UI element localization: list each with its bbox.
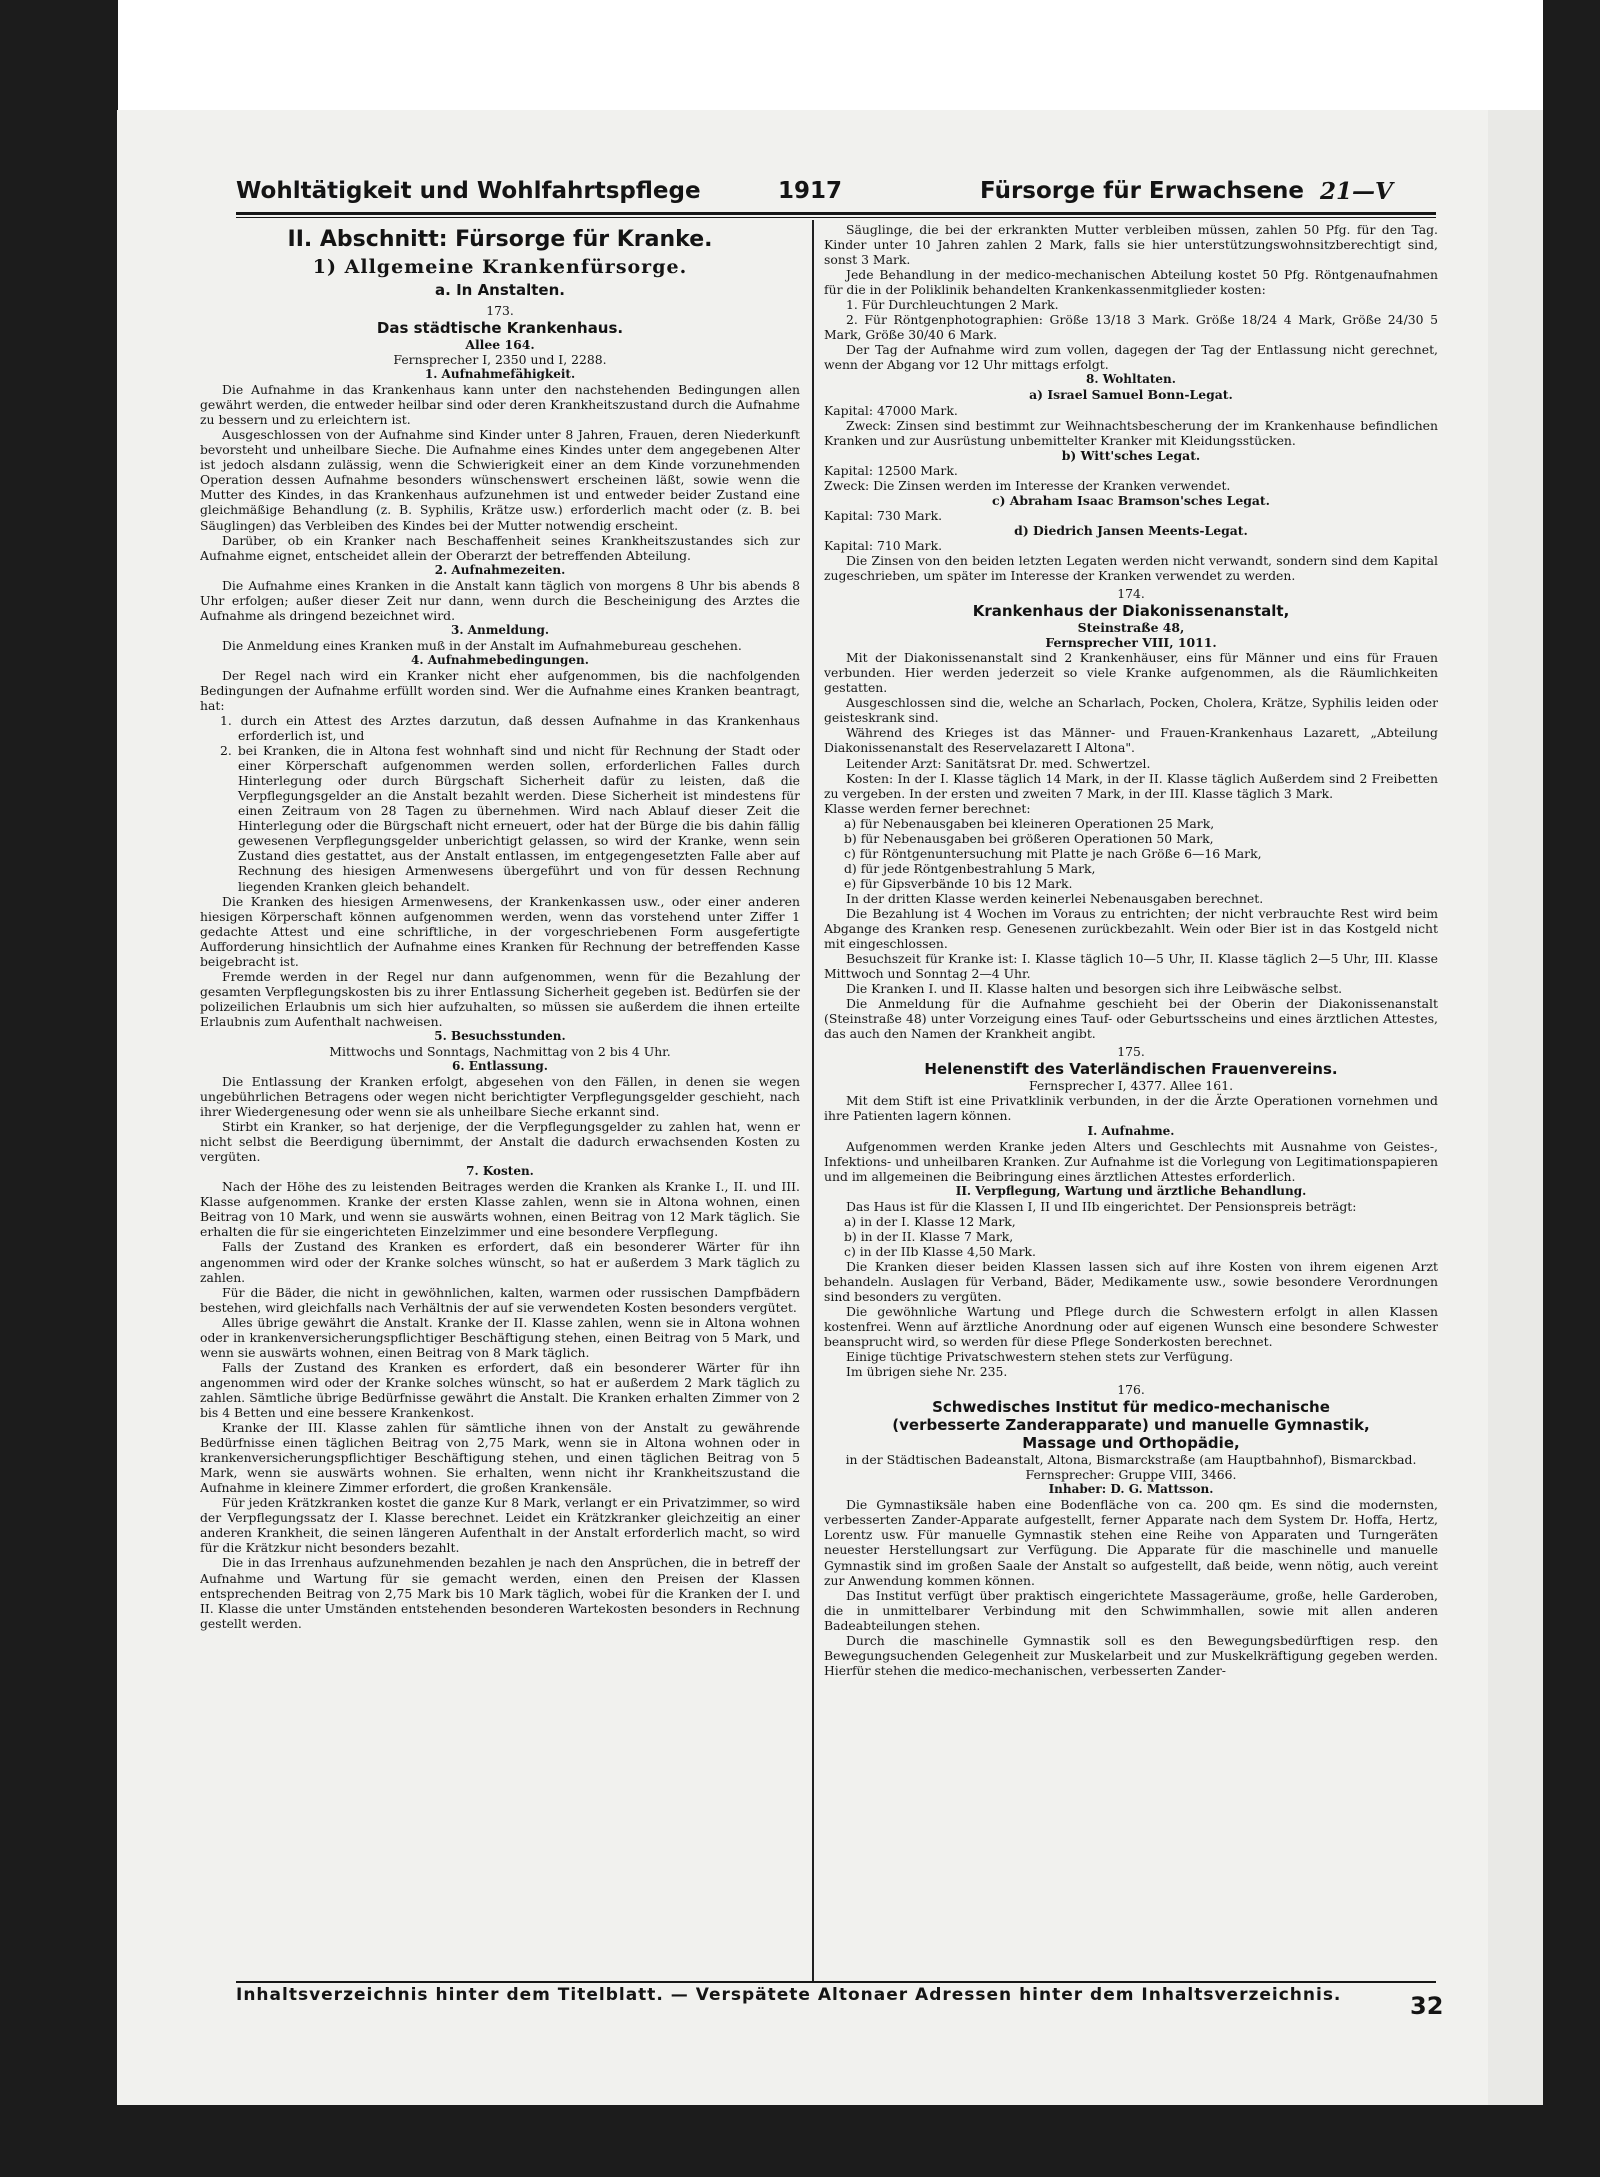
paragraph: Besuchszeit für Kranke ist: I. Klasse täglich 10—5 Uhr, II. Klasse täglich 2—5 Uhr, III. Klasse Mittwoch und Sonntag 2—4 Uhr. bbox=[824, 951, 1438, 982]
paragraph-heading: I. Aufnahme. bbox=[1087, 1123, 1175, 1138]
entry-number-174: 174. bbox=[1117, 586, 1145, 602]
paragraph: Klasse werden ferner berechnet: bbox=[824, 800, 1031, 816]
running-head-year: 1917 bbox=[778, 178, 843, 204]
paragraph: Mit dem Stift ist eine Privatklinik verbunden, in der die Ärzte Operationen vornehmen und ihre Patienten lagern können. bbox=[824, 1093, 1438, 1124]
paragraph: Durch die maschinelle Gymnastik soll es den Bewegungsbedürftigen resp. den Bewegungsuchenden Gelegenheit zur Muskelarbeit und zur Muskelkräftigung gegeben werden. Hierfür stehen die medico-mechanischen, verbesserten Zander- bbox=[824, 1632, 1438, 1678]
paragraph: Mit der Diakonissenanstalt sind 2 Krankenhäuser, eins für Männer und eins für Frauen verbunden. Hier werden jederzeit so viele Kranke aufgenommen, als die Räumlichkeiten gestatten. bbox=[824, 650, 1438, 696]
paragraph: Das Institut verfügt über praktisch eingerichtete Massageräume, große, helle Garderoben, die in unmittelbarer Verbindung mit den Schwimmhallen, sowie mit allen anderen Badeabteilungen stehen. bbox=[824, 1587, 1438, 1633]
paragraph: Einige tüchtige Privatschwestern stehen stets zur Verfügung. bbox=[846, 1349, 1234, 1365]
paragraph: Kosten: In der I. Klasse täglich 14 Mark, in der II. Klasse täglich Außerdem sind 2 Freibetten zu vergeben. In der ersten und zweiten 7 Mark, in der III. Klasse täglich 3 Mark. bbox=[824, 770, 1438, 801]
list-item: c) in der IIb Klasse 4,50 Mark. bbox=[844, 1243, 1036, 1259]
paragraph: Die Gymnastiksäle haben eine Bodenfläche von ca. 200 qm. Es sind die modernsten, verbesserten Zander-Apparate aufgestellt, ferner Apparate nach dem System Dr. Hoffa, Hertz, Lorentz usw. Für manuelle Gymnastik stehen eine Reihe von Apparaten und Turngeräten neuester Herstellungsart zur Verfügung. Die Apparate für die maschinelle und manuelle Gymnastik sind im großen Saale der Anstalt so aufgestellt, daß beide, wenn nötig, auch vereint zur Anwendung kommen können. bbox=[824, 1497, 1438, 1588]
paragraph: Kapital: 730 Mark. bbox=[824, 507, 943, 523]
paragraph: Die Anmeldung für die Aufnahme geschieht bei der Oberin der Diakonissenanstalt (Steinstraße 48) unter Vorzeigung eines Tauf- oder Geburtsscheins und eines ärztlichen Attestes, das auch den Namen der Krankheit angibt. bbox=[824, 996, 1438, 1042]
legacy-title: a) Israel Samuel Bonn-Legat. bbox=[1029, 387, 1233, 403]
paragraph: Falls der Zustand des Kranken es erfordert, daß ein besonderer Wärter für ihn angenommen wird oder der Kranke solches wünscht, so hat er außerdem 2 Mark täglich zu zahlen. Sämtliche übrige Bedürfnisse gewährt die Anstalt. Die Kranken erhalten Zimmer von 2 bis 4 Betten und eine bessere Krankenkost. bbox=[200, 1359, 800, 1420]
list-item: b) für Nebenausgaben bei größeren Operationen 50 Mark, bbox=[844, 830, 1214, 846]
paragraph: Kranke der III. Klasse zahlen für sämtliche ihnen von der Anstalt zu gewährende Bedürfnisse einen täglichen Beitrag von 2,75 Mark, wenn sie in Altona wohnen oder in krankenversicherungspflichtiger Beschäftigung stehen, und einen täglichen Beitrag von 5 Mark, wenn sie auswärts wohnen. Sie erhalten, wenn nicht ihr Krankheitszustand die Aufnahme in kleinere Zimmer erfordert, die großen Krankensäle. bbox=[200, 1420, 800, 1496]
entry-address-176: in der Städtischen Badeanstalt, Altona, Bismarckstraße (am Hauptbahnhof), Bismarckbad. Fernsprecher: Gruppe VIII, 3466. bbox=[845, 1452, 1417, 1483]
paragraph-heading: 8. Wohltaten. bbox=[1086, 372, 1176, 387]
subsection-title: 1) Allgemeine Krankenfürsorge. bbox=[312, 256, 688, 278]
legacy-title: d) Diedrich Jansen Meents-Legat. bbox=[1014, 522, 1248, 538]
list-item: 2. bei Kranken, die in Altona fest wohnhaft sind und nicht für Rechnung der Stadt oder einer Körperschaft aufgenommen werden sollen, erforderlichen Falles durch Hinterlegung oder durch Bürgschaft Sicherheit dafür zu leisten, daß die Verpflegungsgelder an die Anstalt bezahlt werden. Diese Sicherheit ist mindestens für einen Zeitraum von 28 Tagen zu übernehmen. Wird nach Ablauf dieser Zeit die Hinterlegung oder die Bürgschaft nicht erneuert, oder hat der Bürge die bis dahin fällig gewesenen Verpflegungsgelder unberichtigt gelassen, so wird der Kranke, wenn sein Zustand dies gestattet, aus der Anstalt entlassen, im entgegengesetzten Falle aber auf Rechnung des hiesigen Armenwesens übergeführt und von für dessen Rechnung liegenden Kranken gleich behandelt. bbox=[220, 743, 800, 894]
left-column bbox=[200, 222, 800, 1982]
entry-name-173: Das städtische Krankenhaus. bbox=[376, 319, 624, 337]
paragraph: Jede Behandlung in der medico-mechanischen Abteilung kostet 50 Pfg. Röntgenaufnahmen für die in der Poliklinik behandelten Krankenkassenmitglieder kosten: bbox=[824, 267, 1438, 298]
paragraph: Zweck: Die Zinsen werden im Interesse der Kranken verwendet. bbox=[824, 477, 1231, 493]
paragraph: Die Kranken des hiesigen Armenwesens, der Krankenkassen usw., oder einer anderen hiesigen Körperschaft können aufgenommen werden, wenn das vorstehend unter Ziffer 1 gedachte Attest und eine schriftliche, in der vorgeschriebenen Form ausgefertigte Aufforderung hinsichtlich der Aufnahme eines Kranken für Rechnung der betreffenden Kasse beigebracht ist. bbox=[200, 893, 800, 969]
paragraph-heading: II. Verpflegung, Wartung und ärztliche Behandlung. bbox=[955, 1183, 1307, 1198]
entry-address-173: Allee 164. bbox=[465, 337, 535, 352]
paragraph: Kapital: 47000 Mark. bbox=[824, 402, 958, 418]
paragraph-heading: 2. Aufnahmezeiten. bbox=[434, 562, 566, 577]
paragraph: Mittwochs und Sonntags, Nachmittag von 2 bis 4 Uhr. bbox=[329, 1043, 671, 1059]
paragraph: Leitender Arzt: Sanitätsrat Dr. med. Schwertzel. bbox=[846, 755, 1151, 771]
entry-phone-173: Fernsprecher I, 2350 und I, 2288. bbox=[393, 352, 607, 368]
cost-list bbox=[824, 816, 1438, 891]
paragraph-heading: 4. Aufnahmebedingungen. bbox=[411, 652, 589, 667]
list-item: a) für Nebenausgaben bei kleineren Operationen 25 Mark, bbox=[844, 815, 1215, 831]
entry-phone-175: Fernsprecher I, 4377. Allee 161. bbox=[1028, 1078, 1234, 1094]
scan-right-margin bbox=[1488, 110, 1543, 2105]
paragraph: Die Kranken I. und II. Klasse halten und besorgen sich ihre Leibwäsche selbst. bbox=[846, 981, 1343, 997]
footer-rule bbox=[236, 1981, 1436, 1983]
running-head-right: Fürsorge für Erwachsene bbox=[980, 178, 1305, 204]
paragraph: Darüber, ob ein Kranker nach Beschaffenheit seines Krankheitszustandes sich zur Aufnahme eignet, entscheidet allein der Oberarzt der betreffenden Abteilung. bbox=[200, 532, 800, 563]
entry-phone-174: Fernsprecher VIII, 1011. bbox=[1045, 635, 1217, 651]
paragraph: Zweck: Zinsen sind bestimmt zur Weihnachtsbescherung der im Krankenhause befindlichen Kranken und zur Ausrüstung unbemittelter Kranker mit Kleidungsstücken. bbox=[824, 417, 1438, 448]
paragraph: Für jeden Krätzkranken kostet die ganze Kur 8 Mark, verlangt er ein Privatzimmer, so wird der Verpflegungssatz der I. Klasse berechnet. Leidet ein Krätzkranker gleichzeitig an einer anderen Krankheit, die seinen längeren Aufenthalt in der Anstalt erforderlich macht, so wird für die Krätzkur nicht besonders bezahlt. bbox=[200, 1495, 800, 1556]
paragraph: 2. Für Röntgenphotographien: Größe 13/18 3 Mark. Größe 18/24 4 Mark, Größe 24/30 5 Mark, Größe 30/40 6 Mark. bbox=[824, 312, 1438, 343]
paragraph: Säuglinge, die bei der erkrankten Mutter verbleiben müssen, zahlen 50 Pfg. für den Tag. Kinder unter 10 Jahren zahlen 2 Mark, falls sie hier unterstützungswohnsitzberechtigt sind, sonst 3 Mark. bbox=[824, 222, 1438, 268]
paragraph: Während des Krieges ist das Männer- und Frauen-Krankenhaus Lazarett, „Abteilung Diakonissenanstalt des Reservelazarett I Altona". bbox=[824, 725, 1438, 756]
paragraph: Stirbt ein Kranker, so hat derjenige, der die Verpflegungsgelder zu zahlen hat, wenn er nicht selbst die Beerdigung übernimmt, der Anstalt die dadurch erwachsenden Kosten zu vergüten. bbox=[200, 1119, 800, 1165]
paragraph: Die Anmeldung eines Kranken muß in der Anstalt im Aufnahmebureau geschehen. bbox=[222, 637, 742, 653]
list-item: 1. durch ein Attest des Arztes darzutun, daß dessen Aufnahme in das Krankenhaus erforderlich ist, und bbox=[220, 712, 800, 744]
paragraph-heading: 7. Kosten. bbox=[466, 1164, 534, 1179]
paragraph: Im übrigen siehe Nr. 235. bbox=[846, 1364, 1008, 1380]
running-head-folio: 21—V bbox=[1320, 178, 1393, 205]
list-item: a) in der I. Klasse 12 Mark, bbox=[844, 1213, 1016, 1229]
paragraph: Der Tag der Aufnahme wird zum vollen, dagegen der Tag der Entlassung nicht gerechnet, wenn der Abgang vor 12 Uhr mittags erfolgt. bbox=[824, 342, 1438, 373]
paragraph: Aufgenommen werden Kranke jeden Alters und Geschlechts mit Ausnahme von Geistes-, Infektions- und unheilbaren Kranken. Zur Aufnahme ist die Vorlegung von Legitimationspapieren und im allgemeinen die Beibringung eines ärztlichen Attestes erforderlich. bbox=[824, 1138, 1438, 1184]
paragraph: Nach der Höhe des zu leistenden Beitrages werden die Kranken als Kranke I., II. und III. Klasse aufgenommen. Kranke der ersten Klasse zahlen, wenn sie in Altona wohnen, einen Beitrag von 10 Mark, und wenn sie auswärts wohnen, einen Beitrag von 12 Mark täglich. Sie erhalten die für sie eingerichteten Einzelzimmer und eine besondere Verpflegung. bbox=[200, 1179, 800, 1240]
paragraph: Falls der Zustand des Kranken es erfordert, daß ein besonderer Wärter für ihn angenommen wird oder der Kranke solches wünscht, so hat er außerdem 3 Mark täglich zu zahlen. bbox=[200, 1239, 800, 1285]
header-rule-thin bbox=[236, 217, 1436, 218]
running-head-left: Wohltätigkeit und Wohlfahrtspflege bbox=[236, 178, 701, 204]
paragraph-heading: 6. Entlassung. bbox=[452, 1059, 548, 1074]
entry-name-176: Schwedisches Institut für medico-mechanische bbox=[932, 1398, 1330, 1417]
list-item: c) für Röntgenuntersuchung mit Platte je nach Größe 6—16 Mark, bbox=[844, 845, 1262, 861]
paragraph: Kapital: 710 Mark. bbox=[824, 537, 943, 553]
conditions-list bbox=[200, 713, 800, 894]
entry-name-176-line3: Massage und Orthopädie, bbox=[1022, 1434, 1240, 1453]
paragraph: Die gewöhnliche Wartung und Pflege durch die Schwestern erfolgt in allen Klassen kostenfrei. Wenn auf ärztliche Anordnung oder auf eigenen Wunsch eine besondere Schwester beansprucht wird, so werden für diese Pflege Sonderkosten berechnet. bbox=[824, 1304, 1438, 1350]
subsubsection-title: a. In Anstalten. bbox=[435, 281, 565, 299]
list-item: e) für Gipsverbände 10 bis 12 Mark. bbox=[844, 875, 1073, 891]
list-item: b) in der II. Klasse 7 Mark, bbox=[844, 1228, 1014, 1244]
page-number: 32 bbox=[1410, 1992, 1444, 2020]
paragraph: Alles übrige gewährt die Anstalt. Kranke der II. Klasse zahlen, wenn sie in Altona wohnen oder in krankenversicherungspflichtiger Beschäftigung stehen, einen Beitrag von 5 Mark, und wenn sie auswärts wohnen, einen Beitrag von 8 Mark täglich. bbox=[200, 1314, 800, 1360]
list-item: d) für jede Röntgenbestrahlung 5 Mark, bbox=[844, 860, 1096, 876]
entry-owner-176: Inhaber: D. G. Mattsson. bbox=[1048, 1482, 1214, 1497]
paragraph: Die Entlassung der Kranken erfolgt, abgesehen von den Fällen, in denen sie wegen ungebührlichen Betragens oder wegen nicht berichtigter Verpflegungsgelder geschieht, nach ihrer Wiedergenesung oder wenn sie als unheilbare Sieche erkannt sind. bbox=[200, 1074, 800, 1120]
legacy-title: c) Abraham Isaac Bramson'sches Legat. bbox=[992, 492, 1270, 508]
paragraph: Der Regel nach wird ein Kranker nicht eher aufgenommen, bis die nachfolgenden Bedingungen der Aufnahme erfüllt worden sind. Wer die Aufnahme eines Kranken beantragt, hat: bbox=[200, 667, 800, 713]
paragraph: Für die Bäder, die nicht in gewöhnlichen, kalten, warmen oder russischen Dampfbädern bestehen, wird gleichfalls nach Verhältnis der auf sie verwendeten Kosten besonders vergütet. bbox=[200, 1284, 800, 1315]
right-column bbox=[824, 222, 1438, 1982]
entry-number-176: 176. bbox=[1117, 1382, 1145, 1398]
paragraph: Ausgeschlossen von der Aufnahme sind Kinder unter 8 Jahren, Frauen, deren Niederkunft bevorsteht und unheilbare Sieche. Die Aufnahme eines Kindes unter dem angegebenen Alter ist jedoch alsdann zulässig, wenn die Schwierigkeit einer an dem Kinde vorzunehmenden Operation dessen Aufnahme besonders wünschenswert erscheinen läßt, sowie wenn die Mutter des Kindes, in das Krankenhaus aufzunehmen ist und entweder beider Zustand eine gleichmäßige Behandlung (z. B. Syphilis, Krätze usw.) erforderlich macht oder (z. B. bei Säuglingen) das Verbleiben des Kindes bei der Mutter notwendig erscheint. bbox=[200, 427, 800, 533]
entry-name-175: Helenenstift des Vaterländischen Frauenvereins. bbox=[924, 1060, 1338, 1079]
entry-name-176-line2: (verbesserte Zanderapparate) und manuelle Gymnastik, bbox=[892, 1416, 1370, 1435]
paragraph-heading: 1. Aufnahmefähigkeit. bbox=[424, 367, 576, 382]
entry-number-173: 173. bbox=[486, 303, 514, 318]
paragraph-heading: 5. Besuchsstunden. bbox=[434, 1028, 566, 1043]
paragraph-heading: 3. Anmeldung. bbox=[450, 622, 550, 637]
paragraph: Die Aufnahme in das Krankenhaus kann unter den nachstehenden Bedingungen allen gewährt werden, die entweder heilbar sind oder deren Krankheitszustand durch die Aufnahme zu bessern und zu erleichtern ist. bbox=[200, 382, 800, 428]
entry-name-174: Krankenhaus der Diakonissenanstalt, bbox=[972, 602, 1290, 621]
paragraph: Die in das Irrenhaus aufzunehmenden bezahlen je nach den Ansprüchen, die in betreff der Aufnahme und Wartung für sie gemacht werden, einen den Preisen der Klassen entsprechenden Beitrag von 2,75 Mark bis 10 Mark täglich, wobei für die Kranken der I. und II. Klasse die unter Umständen entstehenden besonderen Wartekosten besonders in Rechnung gestellt werden. bbox=[200, 1555, 800, 1631]
column-divider bbox=[812, 220, 814, 1982]
footer-note: Inhaltsverzeichnis hinter dem Titelblatt. — Verspätete Altonaer Adressen hinter dem Inhaltsverzeichnis. bbox=[236, 1985, 1342, 2005]
paragraph: 1. Für Durchleuchtungen 2 Mark. bbox=[846, 297, 1059, 313]
legacy-title: b) Witt'sches Legat. bbox=[1061, 447, 1201, 463]
paragraph: In der dritten Klasse werden keinerlei Nebenausgaben berechnet. bbox=[846, 890, 1264, 906]
price-list bbox=[824, 1214, 1438, 1259]
paragraph: Ausgeschlossen sind die, welche an Scharlach, Pocken, Cholera, Krätze, Syphilis leiden oder geisteskrank sind. bbox=[824, 695, 1438, 726]
scan-top-margin bbox=[118, 0, 1543, 122]
entry-number-175: 175. bbox=[1117, 1044, 1145, 1060]
paragraph: Die Aufnahme eines Kranken in die Anstalt kann täglich von morgens 8 Uhr bis abends 8 Uhr erfolgen; außer dieser Zeit nur dann, wenn durch die Bescheinigung des Arztes die Aufnahme als dringend bezeichnet wird. bbox=[200, 577, 800, 623]
paragraph: Die Bezahlung ist 4 Wochen im Voraus zu entrichten; der nicht verbrauchte Rest wird beim Abgange des Kranken resp. Genesenen zurückbezahlt. Wein oder Bier ist in das Kostgeld nicht mit eingeschlossen. bbox=[824, 905, 1438, 952]
entry-address-174: Steinstraße 48, bbox=[1077, 620, 1185, 636]
paragraph: Die Zinsen von den beiden letzten Legaten werden nicht verwandt, sondern sind dem Kapital zugeschrieben, um später im Interesse der Kranken verwendet zu werden. bbox=[824, 552, 1438, 584]
header-rule bbox=[236, 212, 1436, 215]
paragraph: Fremde werden in der Regel nur dann aufgenommen, wenn für die Bezahlung der gesamten Verpflegungskosten bis zu ihrer Entlassung Sicherheit gegeben ist. Bedürfen sie der polizeilichen Erlaubnis um sich hier aufzuhalten, so müssen sie außerdem die ihnen erteilte Erlaubnis zum Aufenthalt nachweisen. bbox=[200, 968, 800, 1029]
paragraph: Kapital: 12500 Mark. bbox=[824, 462, 958, 478]
section-title: II. Abschnitt: Fürsorge für Kranke. bbox=[287, 227, 713, 252]
paragraph: Das Haus ist für die Klassen I, II und IIb eingerichtet. Der Pensionspreis beträgt: bbox=[846, 1198, 1357, 1214]
paragraph: Die Kranken dieser beiden Klassen lassen sich auf ihre Kosten von ihrem eigenen Arzt behandeln. Auslagen für Verband, Bäder, Medikamente usw., sowie besondere Verordnungen sind besonders zu vergüten. bbox=[824, 1258, 1438, 1304]
